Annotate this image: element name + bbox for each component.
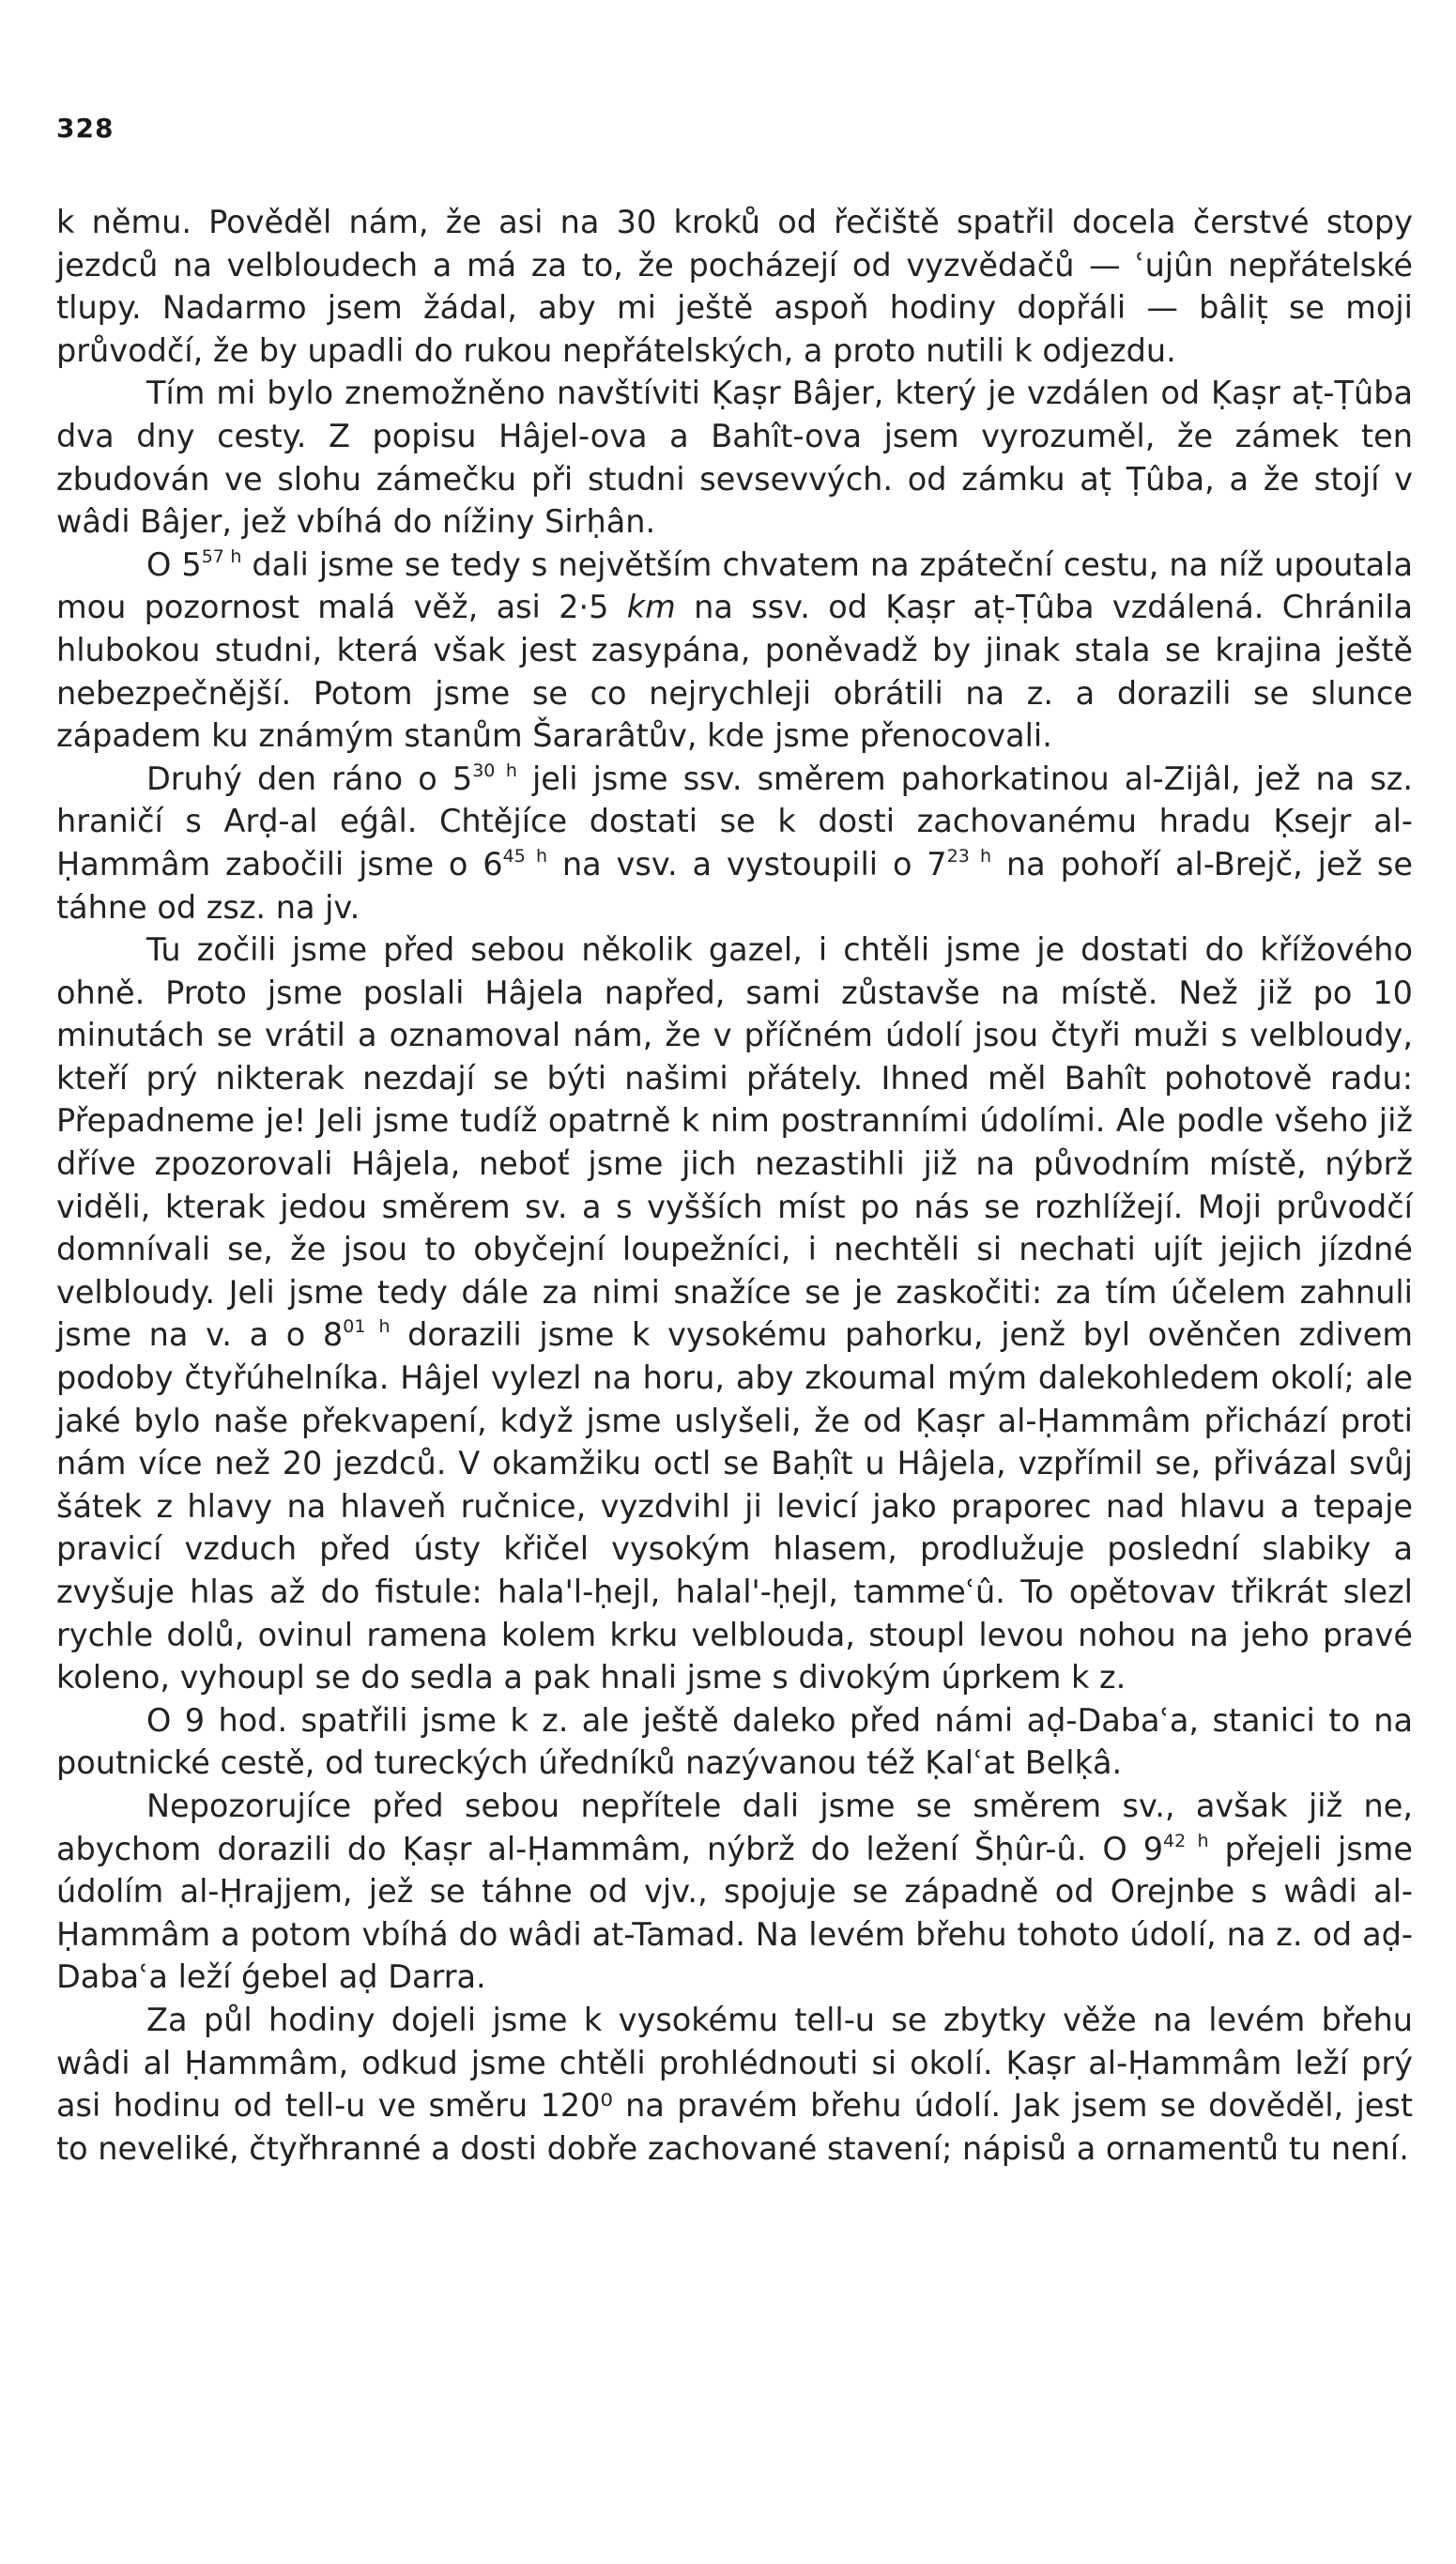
time-superscript: 42 h: [1163, 1830, 1209, 1851]
text-run: přejeli jsme údolím al-Ḥrajjem, jež se táhne od vjv., spojuje se západně od Orejnbe s wâdi al-Ḥammâm a potom vbíhá do wâdi at-Tamad. Na levém břehu tohoto údolí, na z. od aḍ-Dabaʿa leží ǵebel aḍ Darra.: [56, 1830, 1414, 1996]
time-superscript: 57 h: [201, 545, 242, 567]
text-run: O 9 hod. spatřili jsme k z. ale ještě daleko před námi aḍ-Dabaʿa, stanici to na poutnické cestě, od tureckých úředníků nazývanou též Ḳalʿat Belḳâ.: [56, 1701, 1413, 1782]
text-run: na pohoří al-Brejč, jež se táhne od zsz. na jv.: [56, 845, 1413, 926]
text-run: k němu. Pověděl nám, že asi na 30 kroků od řečiště spatřil docela čerstvé stopy jezdců na velbloudech a má za to, že pocházejí od vyzvědačů — ʿujûn nepřátelské tlupy. Nadarmo jsem žádal, aby mi ještě aspoň hodiny dopřáli — bâliṭ se moji průvodčí, že by upadli do rukou nepřátelských, a proto nutili k odjezdu.: [56, 204, 1413, 369]
paragraph: [56, 1999, 1413, 2170]
text-run: O 5: [146, 545, 202, 583]
text-run: Tu zočili jsme před sebou několik gazel, i chtěli jsme je dostati do křížového ohně. Proto jsme poslali Hâjela napřed, sami zůstavše na místě. Než již po 10 minutách se vrátil a oznamoval nám, že v příčném údolí jsou čtyři muži s velbloudy, kteří prý nikterak nezdají se býti našimi přátely. Ihned měl Bahît pohotově radu: Přepadneme je! Jeli jsme tudíž opatrně k nim postranními údolími. Ale podle všeho již dříve zpozorovali Hâjela, neboť jsme jich nezastihli již na původním místě, nýbrž viděli, kterak jedou směrem sv. a s vyšších míst po nás se rozhlížejí. Moji průvodčí domnívali se, že jsou to obyčejní loupežníci, i nechtěli si nechati ujít jejich jízdné velbloudy. Jeli jsme tedy dále za nimi snažíce se je zaskočiti: za tím účelem zahnuli jsme na v. a o 8: [56, 931, 1413, 1354]
time-superscript: 01 h: [343, 1316, 391, 1338]
text-run: Druhý den ráno o 5: [146, 760, 473, 797]
page-number: 328: [56, 113, 115, 144]
text-run: jeli jsme ssv. směrem pahorkatinou al-Zijâl, jež na sz. hraničí s Arḍ-al eǵâl. Chtějíce dostati se k dosti zachovanému hradu Ḳsejr al-Ḥammâm zabočili jsme o 6: [56, 760, 1414, 883]
italic-unit: km: [626, 589, 676, 626]
time-superscript: 45 h: [502, 845, 548, 867]
body-text: [56, 201, 1413, 2170]
paragraph: [56, 201, 1413, 372]
paragraph: [56, 1699, 1413, 1785]
paragraph: [56, 1785, 1413, 1999]
text-run: na ssv. od Ḳaṣr aṭ-Ṭûba vzdálená. Chránila hlubokou studni, která však jest zasypána, poněvadž by jinak stala se krajina ještě nebezpečnější. Potom jsme se co nejrychleji obrátili na z. a dorazili se slunce západem ku známým stanům Šararâtův, kde jsme přenocovali.: [56, 589, 1413, 755]
text-run: Za půl hodiny dojeli jsme k vysokému tell-u se zbytky věže na levém břehu wâdi al Ḥammâm, odkud jsme chtěli prohlédnouti si okolí. Ḳaṣr al-Ḥammâm leží prý asi hodinu od tell-u ve směru 120⁰ na pravém břehu údolí. Jak jsem se dověděl, jest to neveliké, čtyřhranné a dosti dobře zachované stavení; nápisů a ornamentů tu není.: [56, 2001, 1413, 2167]
text-run: dorazili jsme k vysokému pahorku, jenž byl ověnčen zdivem podoby čtyřúhelníka. Hâjel vylezl na horu, aby zkoumal mým dalekohledem okolí; ale jaké bylo naše překvapení, když jsme uslyšeli, že od Ḳaṣr al-Ḥammâm přichází proti nám více než 20 jezdců. V okamžiku octl se Baḥît u Hâjela, vzpřímil se, přivázal svůj šátek z hlavy na hlaveň ručnice, vyzdvihl ji levicí jako praporec nad hlavu a tepaje pravicí vzduch před ústy křičel vysokým hlasem, prodlužuje poslední slabiky a zvyšuje hlas až do fistule: hala'l-ḥejl, halal'-ḥejl, tammeʿû. To opětovav třikrát slezl rychle dolů, ovinul ramena kolem krku velblouda, stoupl levou nohou na jeho pravé koleno, vyhoupl se do sedla a pak hnali jsme s divokým úprkem k z.: [56, 1316, 1413, 1697]
paragraph: [56, 544, 1413, 758]
paragraph: [56, 758, 1413, 929]
text-run: dali jsme se tedy s největším chvatem na zpáteční cestu, na níž upoutala mou pozornost malá věž, asi 2·5: [56, 545, 1413, 626]
time-superscript: 23 h: [946, 845, 992, 867]
text-run: Tím mi bylo znemožněno navštíviti Ḳaṣr Bâjer, který je vzdálen od Ḳaṣr aṭ-Ṭûba dva dny cesty. Z popisu Hâjel-ova a Bahît-ova jsem vyrozuměl, že zámek ten zbudován ve slohu zámečku při studni sevsevvých. od zámku aṭ Ṭûba, a že stojí v wâdi Bâjer, jež vbíhá do nížiny Sirḥân.: [56, 375, 1413, 541]
paragraph: [56, 372, 1413, 543]
text-run: Nepozorujíce před sebou nepřítele dali jsme se směrem sv., avšak již ne, abychom dorazili do Ḳaṣr al-Ḥammâm, nýbrž do ležení Šḥûr-û. O 9: [56, 1787, 1413, 1867]
text-run: na vsv. a vystoupili o 7: [547, 845, 947, 883]
time-superscript: 30 h: [472, 760, 517, 781]
paragraph: [56, 929, 1413, 1699]
